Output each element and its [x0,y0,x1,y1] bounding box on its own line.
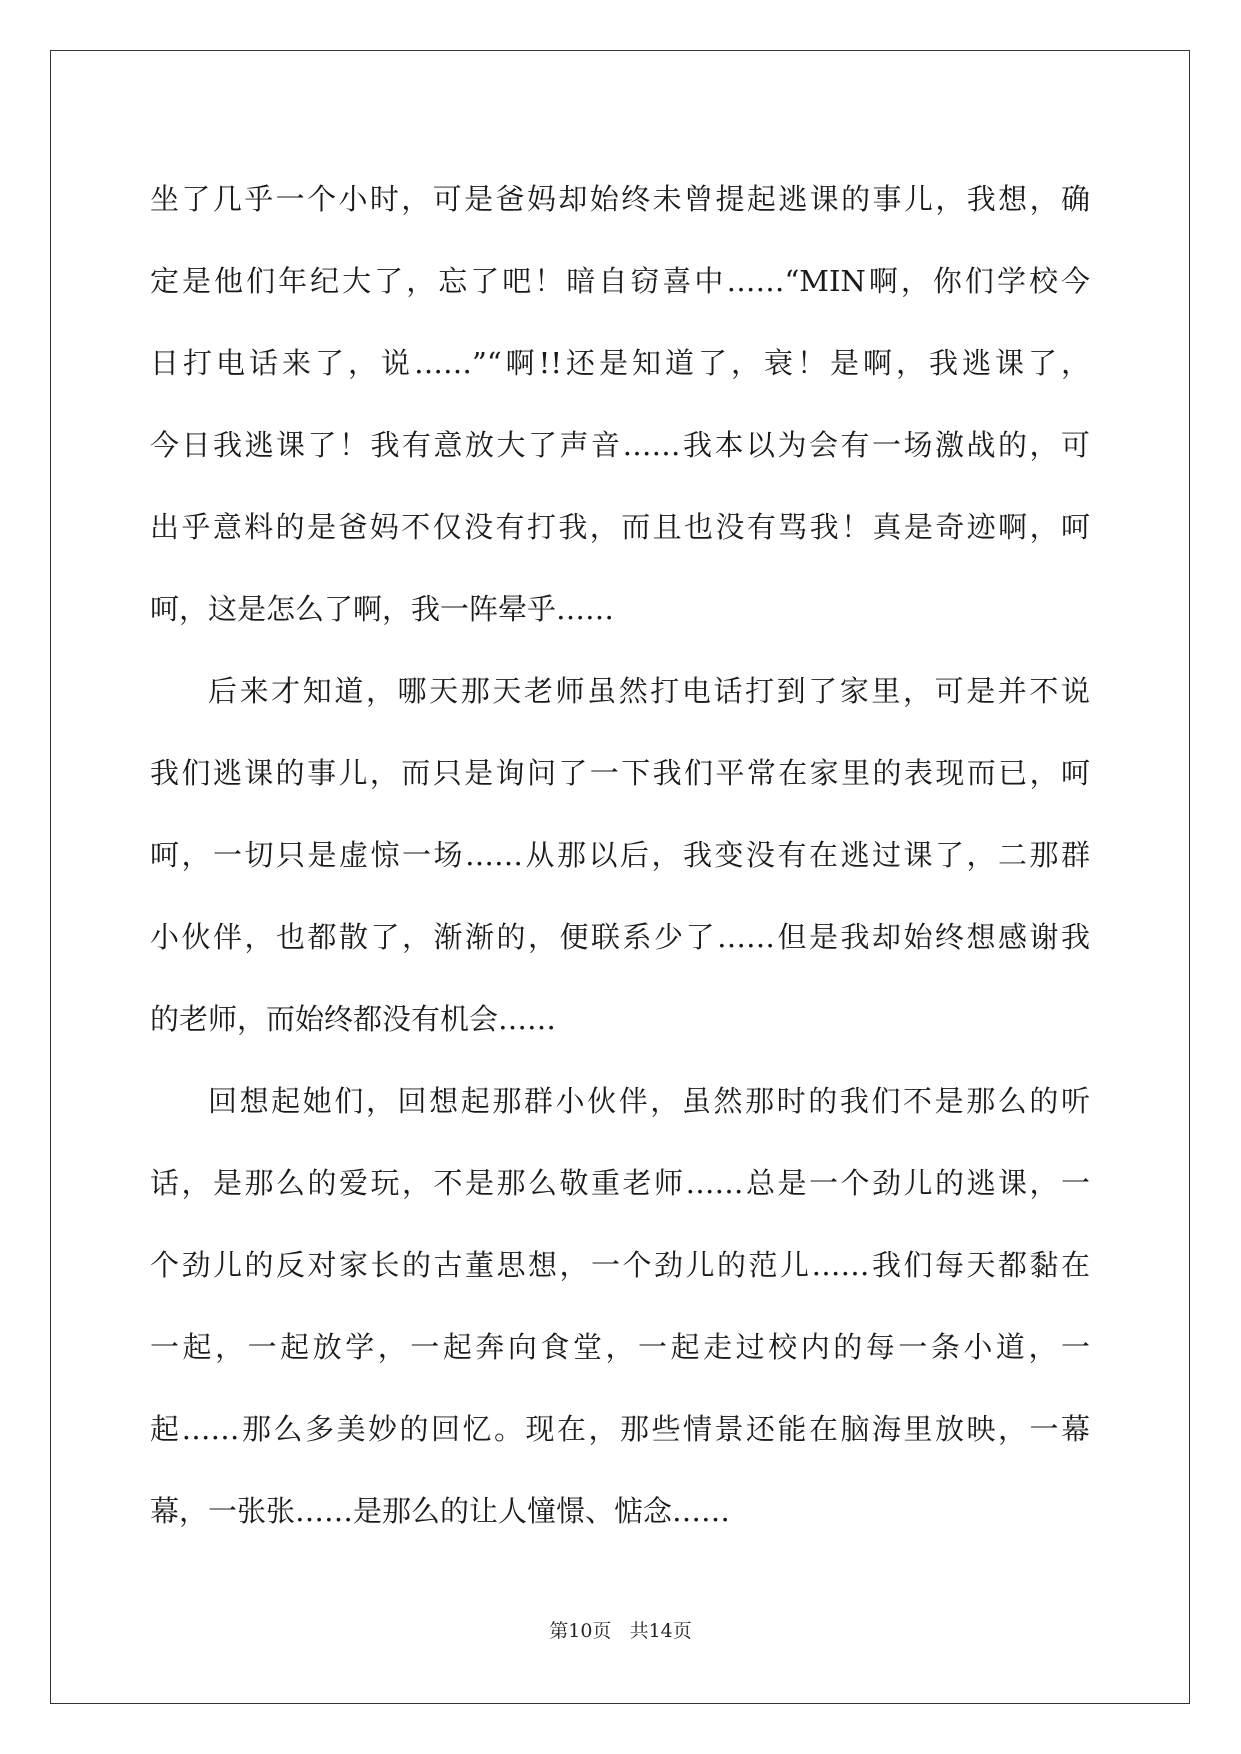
text-line: 今日我逃课了！我有意放大了声音……我本以为会有一场激战的，可 [150,428,1090,462]
page-footer [0,1616,1241,1643]
text-line: 定是他们年纪大了，忘了吧！暗自窃喜中……“MIN啊，你们学校今 [150,264,1090,298]
page-total: 共14页 [629,1620,692,1642]
text-line: 个劲儿的反对家长的古董思想，一个劲儿的范儿……我们每天都黏在 [150,1248,1090,1282]
text-line: 小伙伴，也都散了，渐渐的，便联系少了……但是我却始终想感谢我 [150,920,1090,954]
text-line: 话，是那么的爱玩，不是那么敬重老师……总是一个劲儿的逃课，一 [150,1166,1090,1200]
text-line: 日打电话来了，说……”“啊!!还是知道了，衰！是啊，我逃课了， [150,346,1090,380]
text-line: 后来才知道，哪天那天老师虽然打电话打到了家里，可是并不说 [208,674,1090,708]
text-line: 回想起她们，回想起那群小伙伴，虽然那时的我们不是那么的听 [208,1084,1090,1118]
text-line: 我们逃课的事儿，而只是询问了一下我们平常在家里的表现而已，呵 [150,756,1090,790]
text-line: 的老师，而始终都没有机会…… [150,1002,557,1036]
text-line: 呵，这是怎么了啊，我一阵晕乎…… [150,592,615,626]
text-line: 呵，一切只是虚惊一场……从那以后，我变没有在逃过课了，二那群 [150,838,1090,872]
text-line: 坐了几乎一个小时，可是爸妈却始终未曾提起逃课的事儿，我想，确 [150,182,1090,216]
text-line: 一起，一起放学，一起奔向食堂，一起走过校内的每一条小道，一 [150,1330,1090,1364]
text-line: 幕，一张张……是那么的让人憧憬、惦念…… [150,1494,731,1528]
text-line: 出乎意料的是爸妈不仅没有打我，而且也没有骂我！真是奇迹啊，呵 [150,510,1090,544]
page-number: 第10页 [549,1620,612,1642]
document-body [150,158,1090,1552]
text-line: 起……那么多美妙的回忆。现在，那些情景还能在脑海里放映，一幕 [150,1412,1090,1446]
